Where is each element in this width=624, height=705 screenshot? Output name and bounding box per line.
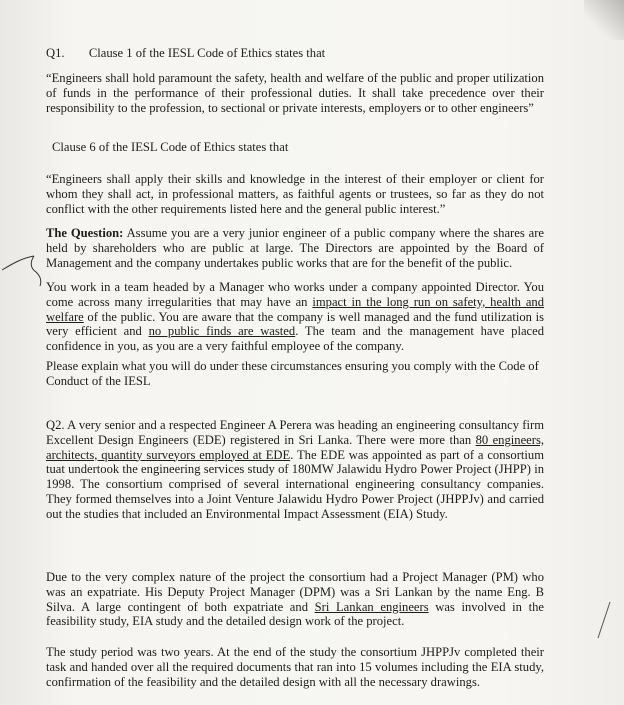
clause1-quote: “Engineers shall hold paramount the safety, health and welfare of the public and proper utilization of funds in the performance of their professional duties. It shall take precedence over their responsibility to the profession, to sectional or private interests, employers or to other engineers”	[46, 71, 544, 115]
handwritten-margin-tick-icon	[594, 600, 614, 640]
scenario-paragraph: You work in a team headed by a Manager who works under a company appointed Director. You come across many irregularities that may have an impact in the long run on safety, health and welfare of the public. You are aware that the company is well managed and the fund utilization is very efficient and no public finds are wasted. The team and the management have placed confidence in you, as you are a very faithful employee of the company.	[46, 280, 545, 354]
clause6-quote: “Engineers shall apply their skills and knowledge in the interest of their employer or client for whom they shall act, in professional matters, as faithful agents or trustees, so far as they do not conflict with the other requirements listed here and the general public interest.”	[46, 172, 544, 216]
question-label: The Question:	[46, 226, 124, 240]
clause1-intro: Clause 1 of the IESL Code of Ethics states that	[88, 46, 326, 60]
q1-heading	[46, 46, 586, 61]
page-corner-shadow	[584, 0, 624, 40]
question-text: Assume you are a very junior engineer of a public company where the shares are held by shareholders who are public at large. The Directors are appointed by the Board of Management and the company undertakes public works that are for the benefit of the public.	[46, 226, 545, 270]
underlined-engineers: Sri Lankan engineers	[314, 599, 429, 614]
q1-instruction: Please explain what you will do under these circumstances ensuring you comply with the Code of Conduct of the IESL	[46, 359, 539, 388]
q2-paragraph-1: Q2. A very senior and a respected Engineer A Perera was heading an engineering consultancy firm Excellent Design Engineers (EDE) registered in Sri Lanka. There were more than 80 engineers, architects, quantity surveyors employed at EDE. The EDE was appointed as part of a consortium tuat undertook the engineering services study of 180MW Jalawidu Hydro Power Project (JHPP) in 1998. The consortium comprised of several international engineering consultancy companies. They formed themselves into a Joint Venture Jalawidu Hydro Power Project (JHPPJv) and carried out the studies that included an Environmental Impact Assessment (EIA) Study.	[46, 418, 544, 521]
q2-paragraph-2: Due to the very complex nature of the project the consortium had a Project Manager (PM) who was an expatriate. His Deputy Project Manager (DPM) was a Sri Lankan by the name Eng. B Silva. A large contingent of both expatriate and Sri Lankan engineers was involved in the feasibility study, EIA study and the detailed design work of the project.	[46, 570, 544, 629]
q2-paragraph-3: The study period was two years. At the end of the study the consortium JHPPJv completed their task and handed over all the required documents that ran into 15 volumes including the EIA study, confirmation of the feasibility and the detailed design with all the necessary drawings.	[46, 645, 544, 689]
underlined-funds: no public finds are wasted	[148, 324, 296, 339]
handwritten-margin-arrow-icon	[0, 240, 60, 300]
underlined-safety: impact in the long run on safety, health and welfare	[46, 294, 544, 324]
underlined-staff: 80 engineers, architects, quantity surveyors employed at EDE	[46, 432, 544, 462]
question-paragraph	[46, 226, 544, 270]
q1-number: Q1.	[46, 46, 65, 60]
clause6-intro: Clause 6 of the IESL Code of Ethics states that	[52, 140, 289, 154]
